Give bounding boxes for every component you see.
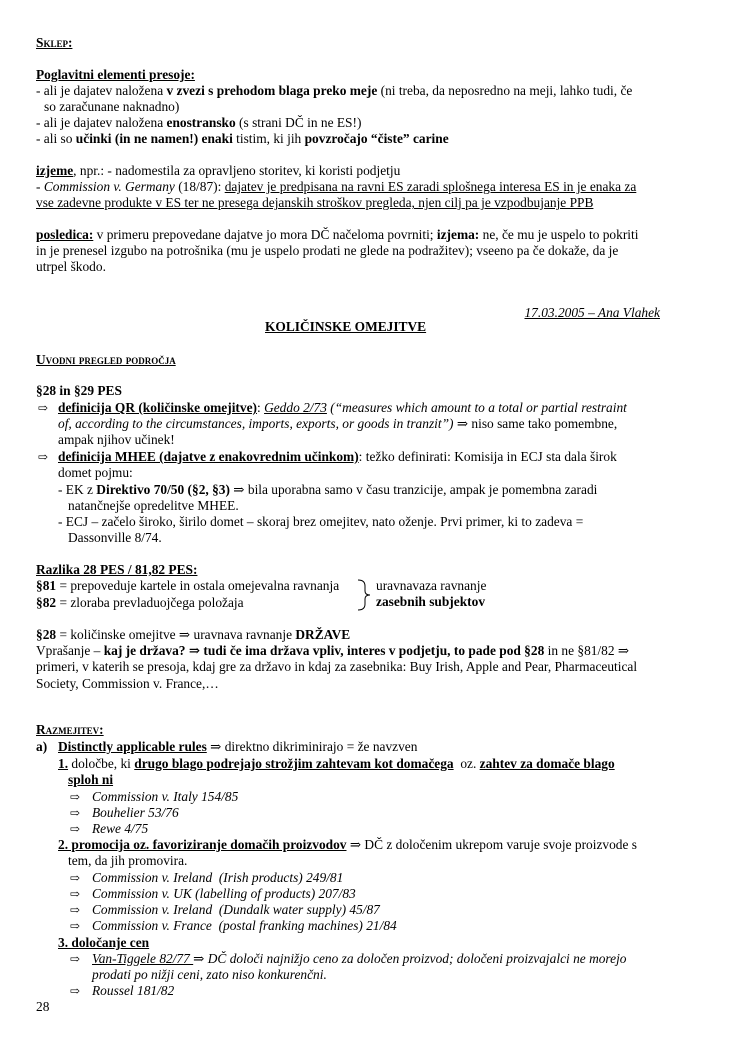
text-line — [58, 514, 583, 530]
item-distinctly-applicable — [58, 739, 417, 755]
brace-annotation — [376, 578, 486, 610]
text-line — [58, 465, 617, 481]
text-run: domet pojmu: — [58, 465, 133, 481]
text-run: prodati po nižji ceni, zato niso konkurenčni. — [92, 967, 327, 983]
list-item-mhee — [58, 449, 617, 481]
item-label-a — [36, 739, 47, 755]
text-run: zasebnih subjektov — [376, 594, 486, 610]
text-line — [92, 789, 238, 805]
text-run: definicija MHEE (dajatve z enakovrednim učinkom) — [58, 449, 359, 464]
text-run: : težko definirati: Komisija in ECJ sta dala širok — [358, 449, 617, 464]
text-run: dajatev je predpisana na ravni ES zaradi splošnega interesa ES in je enaka za — [224, 179, 637, 195]
heading-poglavitni-elementi — [36, 67, 195, 83]
heading-razlika — [36, 562, 197, 578]
text-run: (18/87): — [174, 179, 225, 195]
section-heading-uvodni — [36, 352, 176, 368]
text-run: §82 — [36, 595, 57, 610]
line-s81 — [36, 578, 339, 594]
text-line — [36, 179, 636, 195]
text-run: in je prenesel izgubo na potrošnika (mu je uspelo prodati ne glede na podražitev); vseeno pa če dokaže, da je — [36, 243, 619, 259]
text-line — [58, 756, 615, 772]
arrow-bullet-icon: ⇨ — [70, 919, 81, 933]
text-run: vse zadevne produkte v ES ter ne presega dejanskih stroškov pregleda, njen cilj pa je vzpodbujanje PPB — [36, 195, 594, 211]
text-run: 28 — [36, 999, 50, 1014]
text-run: kaj je država? ⇒ tudi če ima država vpliv, interes v podjetju, to pade pod §28 — [103, 643, 545, 659]
text-line — [36, 131, 449, 147]
text-line — [36, 35, 72, 51]
text-run: in ne §81/82 ⇒ — [544, 643, 630, 659]
text-line — [36, 578, 339, 594]
list-item — [36, 83, 632, 115]
section-heading-razmejitev — [36, 722, 104, 738]
text-run: (ni treba, da neposredno na meji, lahko tudi, če — [377, 83, 633, 98]
text-run: oz. — [453, 756, 480, 771]
text-run: ⇒ DČ določi najnižjo ceno za določen proizvod; določeni proizvajalci ne morejo — [193, 951, 627, 966]
text-line — [36, 352, 176, 368]
section-heading-sklep — [36, 35, 72, 51]
sub-item-1 — [58, 756, 615, 788]
text-line — [36, 115, 361, 131]
text-line — [36, 83, 632, 99]
text-run: posledica: — [36, 227, 94, 242]
text-run: ampak njihov učinek! — [58, 432, 175, 448]
text-line — [92, 805, 179, 821]
text-line — [376, 578, 486, 594]
text-run: Commission v. Germany — [43, 179, 175, 195]
text-line — [36, 643, 637, 659]
text-run: ⇒ niso same tako pomembne, — [456, 416, 618, 432]
text-line — [36, 676, 637, 692]
text-run: Poglavitni elementi presoje: — [36, 67, 195, 82]
text-line — [524, 305, 660, 321]
text-line — [58, 449, 617, 465]
text-run: povzročajo “čiste” carine — [304, 131, 449, 146]
text-line — [92, 902, 380, 918]
text-line — [92, 870, 343, 886]
text-run: ⇒ bila uporabna samo v času tranzicije, ampak je pomembna zaradi — [229, 482, 598, 497]
text-line — [36, 195, 636, 211]
text-run: so zaračunane naknadno) — [44, 99, 180, 115]
text-run: 3. določanje cen — [58, 935, 150, 950]
list-item-qr — [58, 400, 627, 449]
text-run: uravnavaza ravnanje — [376, 578, 487, 593]
text-run: Commission v. Ireland (Irish products) 249/81 — [92, 870, 344, 885]
text-run: utrpel škodo. — [36, 259, 106, 275]
text-line — [92, 821, 148, 837]
text-line — [36, 562, 197, 578]
page-number — [36, 999, 49, 1015]
text-line — [36, 627, 637, 643]
text-run: = količinske omejitve ⇒ uravnava ravnanje — [56, 627, 296, 642]
text-line — [92, 886, 356, 902]
paragraph-izjeme — [36, 163, 636, 212]
text-run: (s strani DČ in ne ES!) — [235, 115, 362, 130]
text-run: 2. promocija oz. favoriziranje domačih proizvodov — [58, 837, 347, 852]
text-run: ne, če mu je uspelo to pokriti — [479, 227, 639, 242]
text-line — [36, 259, 638, 275]
text-run: Roussel 181/82 — [92, 983, 175, 998]
paragraph-s28 — [36, 627, 637, 692]
arrow-bullet-icon: ⇨ — [70, 790, 81, 804]
sub-item-ek — [58, 482, 597, 514]
paragraph-posledica — [36, 227, 638, 276]
text-line — [58, 935, 149, 951]
line-s82 — [36, 595, 244, 611]
date-author — [524, 305, 660, 321]
text-run: Commission v. Italy 154/85 — [92, 789, 239, 804]
text-run: zahtev za domače blago — [479, 756, 615, 771]
list-item — [36, 131, 449, 147]
text-run: (“measures which amount to a total or partial restraint — [326, 400, 627, 415]
arrow-bullet-icon: ⇨ — [70, 952, 81, 966]
text-run: Distinctly applicable rules — [58, 739, 207, 754]
case-item — [92, 902, 380, 918]
arrow-bullet-icon: ⇨ — [70, 903, 81, 917]
text-run: - EK z — [58, 482, 97, 497]
text-run: Rewe 4/75 — [92, 821, 149, 836]
arrow-bullet-icon: ⇨ — [70, 984, 81, 998]
text-run: , npr.: - nadomestila za opravljeno storitev, ki koristi podjetju — [73, 163, 401, 178]
text-run: sploh ni — [68, 772, 114, 788]
text-line — [36, 99, 632, 115]
text-run: Van-Tiggele 82/77 — [92, 951, 194, 966]
case-item — [92, 951, 627, 983]
case-item — [92, 918, 397, 934]
arrow-bullet-icon: ⇨ — [70, 871, 81, 885]
text-run: Vprašanje – — [36, 643, 104, 659]
text-run: natančnejše opredelitve MHEE. — [68, 498, 239, 514]
page-title — [265, 319, 426, 335]
text-line — [36, 739, 47, 755]
text-run: = zloraba prevladuojčega položaja — [56, 595, 244, 610]
text-line — [58, 530, 583, 546]
text-run: Society, Commission v. France,… — [36, 675, 219, 691]
text-line — [36, 243, 638, 259]
text-line — [58, 432, 627, 448]
list-item — [36, 115, 361, 131]
text-line — [58, 482, 597, 498]
text-run: Uvodni pregled področja — [36, 352, 176, 367]
text-line — [58, 416, 627, 432]
text-line — [92, 951, 627, 967]
arrow-bullet-icon: ⇨ — [70, 887, 81, 901]
text-run: učinki (in ne namen!) enaki — [75, 131, 233, 146]
text-run: - — [36, 179, 44, 195]
text-run: a) — [36, 739, 48, 754]
text-run: §28 in §29 PES — [36, 383, 122, 398]
case-item — [92, 821, 148, 837]
sub-item-2 — [58, 837, 637, 869]
text-run: DRŽAVE — [295, 627, 351, 642]
text-run: v zvezi s prehodom blaga preko meje — [166, 83, 378, 98]
text-run: KOLIČINSKE OMEJITVE — [265, 319, 427, 334]
text-line — [376, 594, 486, 610]
case-item — [92, 886, 356, 902]
sub-item-ecj — [58, 514, 583, 546]
text-line — [58, 739, 417, 755]
text-line — [92, 967, 627, 983]
text-run: Commission v. UK (labelling of products) 207/83 — [92, 886, 356, 901]
text-run: Commission v. France (postal franking machines) 21/84 — [92, 918, 397, 933]
text-line — [36, 163, 636, 179]
arrow-bullet-icon: ⇨ — [38, 450, 49, 464]
text-run: = prepoveduje kartele in ostala omejevalna ravnanja — [56, 578, 340, 593]
arrow-bullet-icon: ⇨ — [70, 822, 81, 836]
text-run: 1. — [58, 756, 69, 771]
text-line — [58, 853, 637, 869]
text-line — [36, 383, 122, 399]
text-line — [92, 918, 397, 934]
arrow-bullet-icon: ⇨ — [70, 806, 81, 820]
text-line — [58, 400, 627, 416]
text-run: drugo blago podrejajo strožjim zahtevam kot domačega — [134, 756, 454, 771]
text-line — [36, 999, 49, 1015]
text-line — [36, 227, 638, 243]
text-line — [58, 772, 615, 788]
case-item — [92, 805, 179, 821]
text-run: Commission v. Ireland (Dundalk water supply) 45/87 — [92, 902, 380, 917]
text-run: - ali so — [36, 131, 76, 146]
text-line — [265, 319, 426, 335]
text-run: definicija QR (količinske omejitve) — [58, 400, 257, 415]
text-line — [36, 67, 195, 83]
case-item — [92, 983, 174, 999]
text-run: Geddo 2/73 — [264, 400, 327, 415]
heading-s28-s29 — [36, 383, 122, 399]
text-run: Dassonville 8/74. — [68, 530, 162, 546]
text-run: ⇒ direktno dikriminirajo = že navzven — [206, 739, 418, 754]
brace-icon — [356, 578, 372, 612]
text-line — [58, 837, 637, 853]
text-run: 17.03.2005 – Ana Vlahek — [524, 305, 660, 320]
text-run: - ECJ – začelo široko, širilo domet – skoraj brez omejitev, nato oženje. Prvi primer, ki to zadeva = — [58, 514, 584, 529]
text-run: določbe, ki — [68, 756, 135, 771]
text-run: - ali je dajatev naložena — [36, 83, 167, 98]
text-run: - ali je dajatev naložena — [36, 115, 167, 130]
text-line — [36, 595, 244, 611]
text-run: §81 — [36, 578, 57, 593]
text-line — [36, 722, 104, 738]
text-run: Sklep: — [36, 35, 73, 50]
text-run: enostransko — [166, 115, 236, 130]
case-item — [92, 789, 238, 805]
text-run: ⇒ DČ z določenim ukrepom varuje svoje proizvode s — [346, 837, 637, 852]
text-line — [58, 498, 597, 514]
text-run: Direktivo 70/50 (§2, §3) — [96, 482, 230, 497]
case-item — [92, 870, 343, 886]
text-run: Razmejitev: — [36, 722, 104, 737]
text-run: : — [256, 400, 265, 415]
sub-item-3 — [58, 935, 149, 951]
text-line — [92, 983, 174, 999]
text-run: of, according to the circumstances, imports, exports, or goods in tranzit”) — [58, 416, 457, 432]
text-run: §28 — [36, 627, 57, 642]
text-run: tistim, ki jih — [232, 131, 305, 146]
text-run: primeri, v katerih se presoja, kdaj gre za državo in kdaj za zasebnika: Buy Irish, Apple and Pear, Pharmaceutical — [36, 659, 638, 675]
text-line — [36, 659, 637, 675]
arrow-bullet-icon: ⇨ — [38, 401, 49, 415]
text-run: v primeru prepovedane dajatve jo mora DČ načeloma povrniti; — [93, 227, 437, 242]
text-run: Bouhelier 53/76 — [92, 805, 179, 820]
text-run: Razlika 28 PES / 81,82 PES: — [36, 562, 198, 577]
text-run: izjeme — [36, 163, 74, 178]
text-run: izjema: — [436, 227, 480, 242]
text-run: tem, da jih promovira. — [68, 853, 188, 869]
